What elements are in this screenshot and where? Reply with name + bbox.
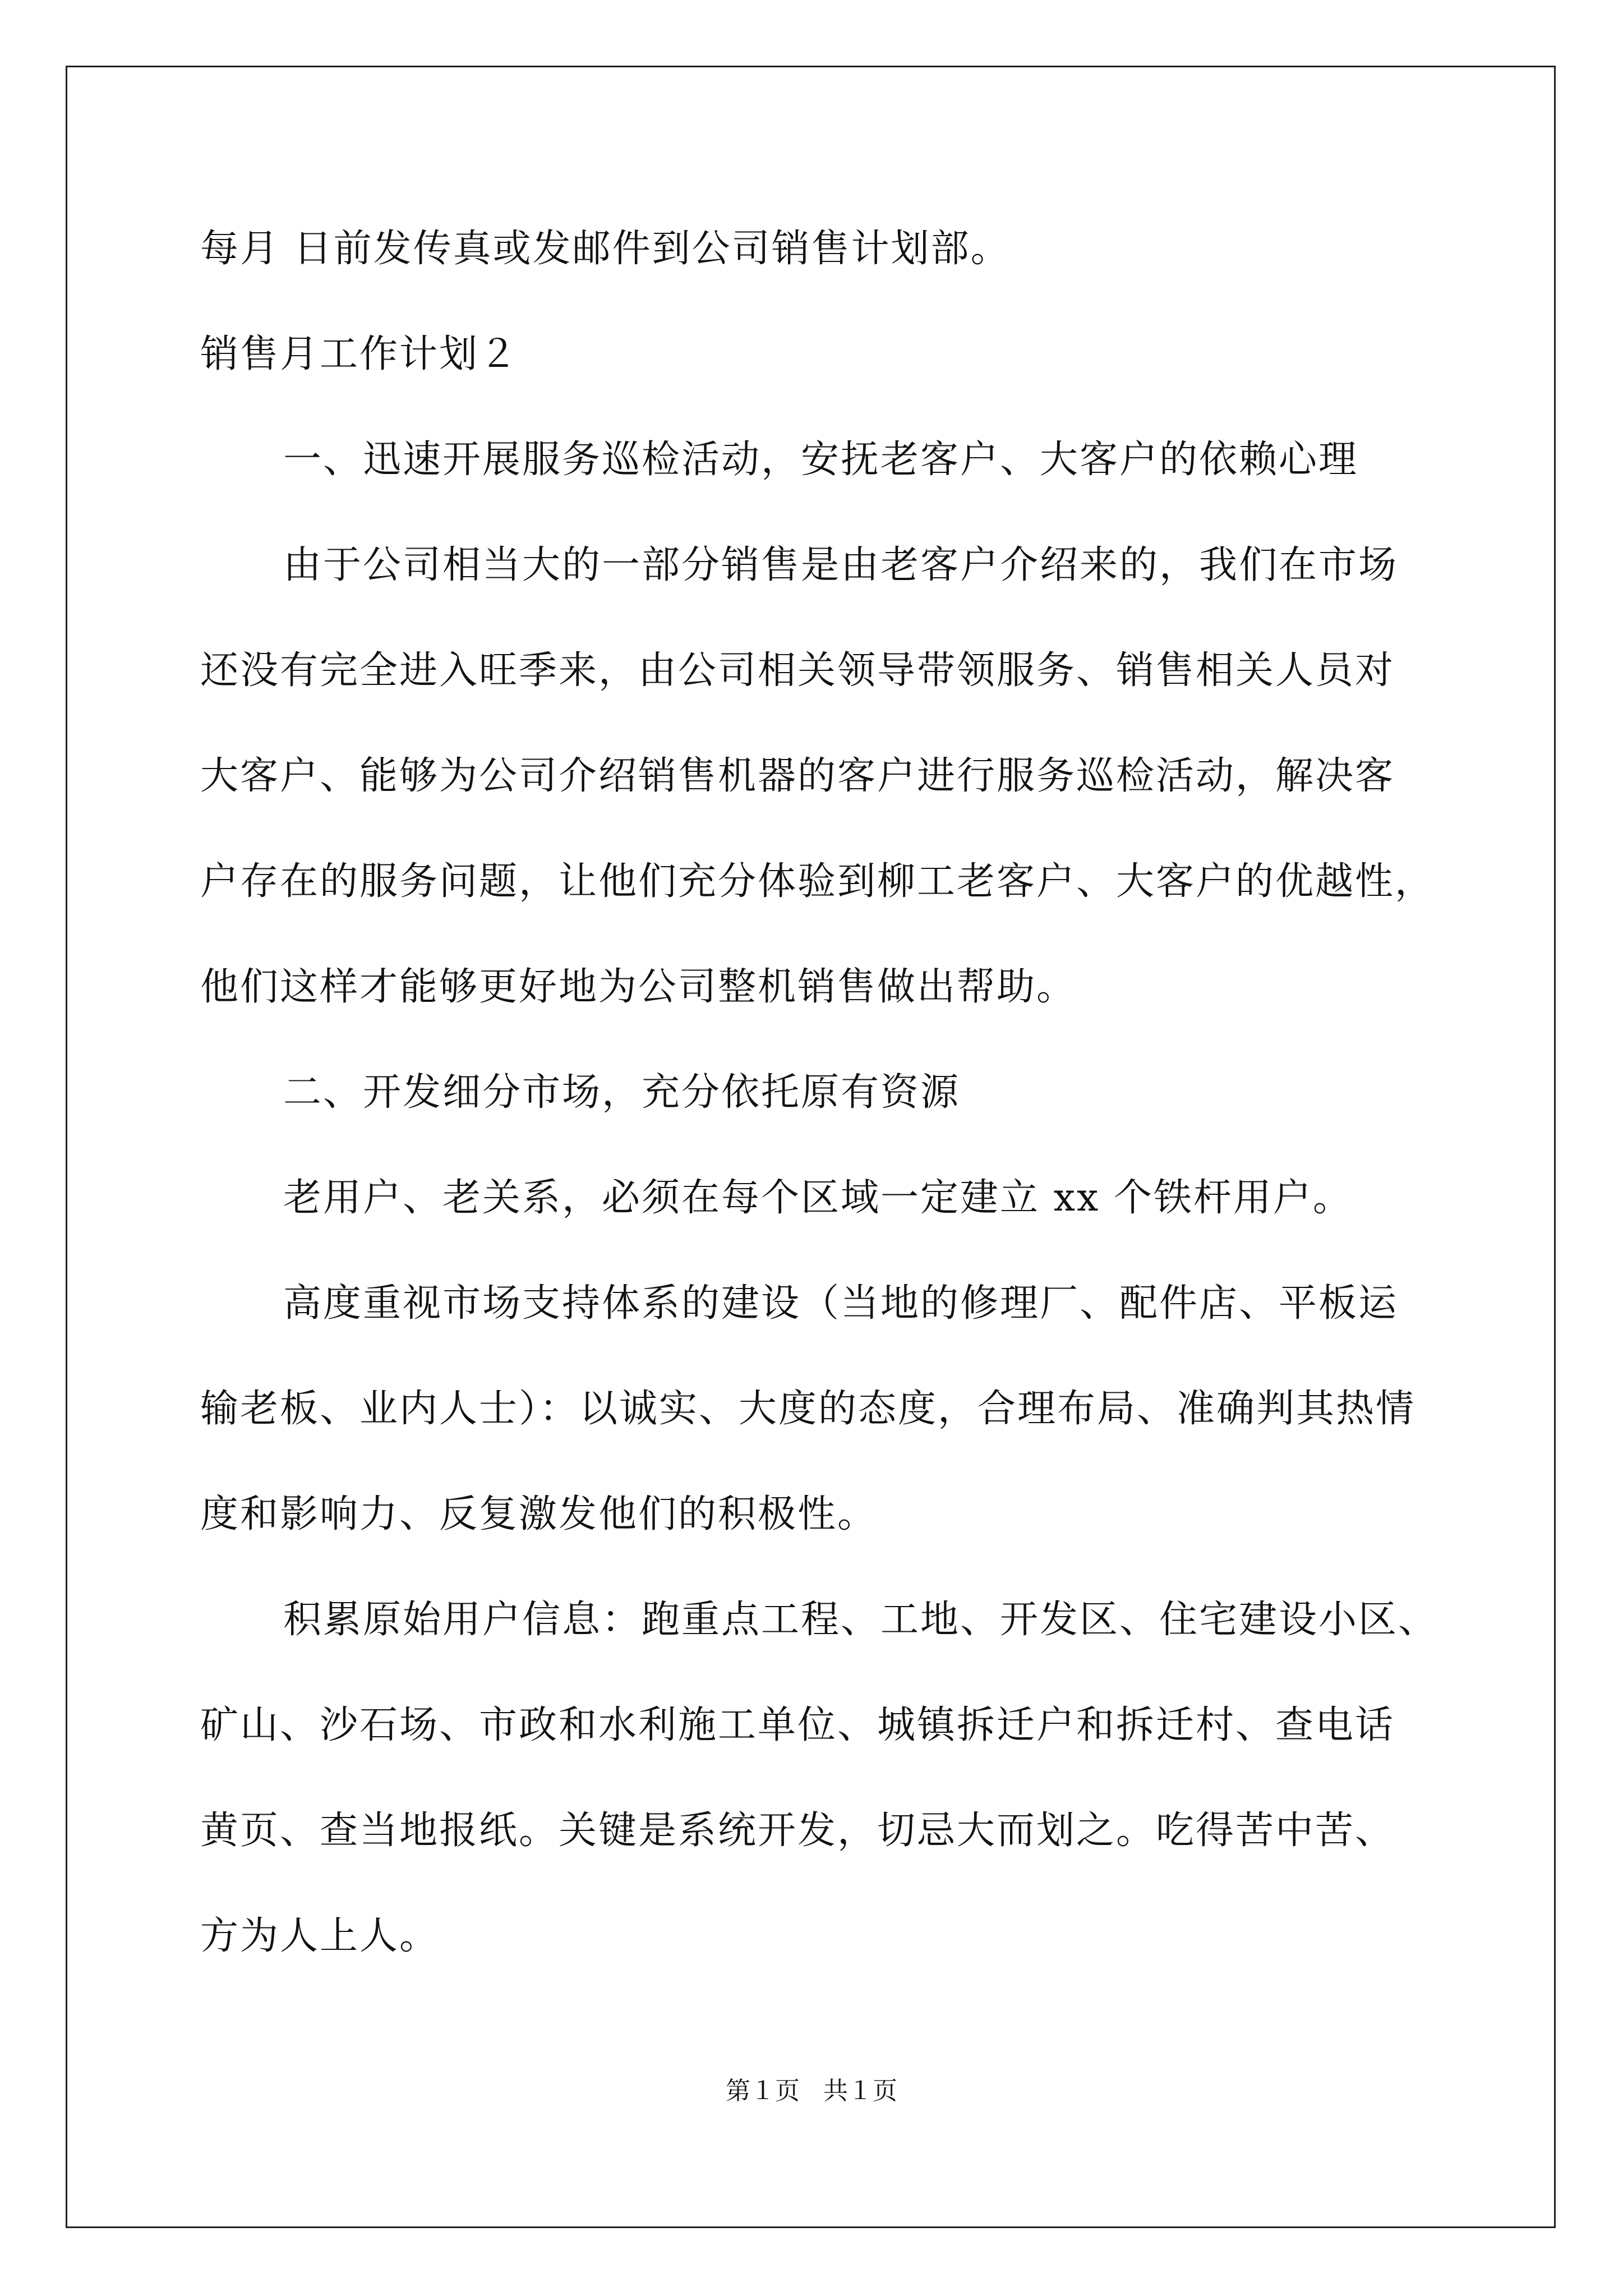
text-line: 度和影响力、反复激发他们的积极性。 [200, 1492, 878, 1536]
text-line: 户存在的服务问题，让他们充分体验到柳工老客户、大客户的优越性， [200, 859, 1435, 904]
text-line: 方为人上人。 [200, 1914, 440, 1958]
page-number: 第１页 [726, 2077, 800, 2105]
text-line: 大客户、能够为公司介绍销售机器的客户进行服务巡检活动，解决客 [200, 754, 1395, 798]
page-total: 共１页 [823, 2077, 897, 2105]
text-line: 输老板、业内人士）：以诚实、大度的态度，合理布局、准确判其热情 [200, 1387, 1416, 1431]
section-title: 销售月工作计划２ [200, 332, 519, 376]
text-line: 由于公司相当大的一部分销售是由老客户介绍来的，我们在市场 [283, 543, 1399, 587]
text-line: 积累原始用户信息：跑重点工程、工地、开发区、住宅建设小区、 [283, 1598, 1438, 1642]
text-line: 矿山、沙石场、市政和水利施工单位、城镇拆迁户和拆迁村、查电话 [200, 1703, 1395, 1747]
heading-2: 二、开发细分市场，充分依托原有资源 [283, 1070, 961, 1115]
text-line: 黄页、查当地报纸。关键是系统开发，切忌大而划之。吃得苦中苦、 [200, 1809, 1395, 1853]
page-border [66, 66, 1556, 2228]
text-line: 还没有完全进入旺季来，由公司相关领导带领服务、销售相关人员对 [200, 648, 1395, 693]
text-line: 高度重视市场支持体系的建设（当地的修理厂、配件店、平板运 [283, 1281, 1399, 1326]
text-line: 每月 日前发传真或发邮件到公司销售计划部。 [200, 227, 1011, 271]
heading-1: 一、迅速开展服务巡检活动，安抚老客户、大客户的依赖心理 [283, 438, 1359, 482]
text-line: 老用户、老关系，必须在每个区域一定建立 xx 个铁杆用户。 [283, 1176, 1353, 1220]
text-line: 他们这样才能够更好地为公司整机销售做出帮助。 [200, 965, 1077, 1009]
page-footer [0, 2076, 1623, 2107]
